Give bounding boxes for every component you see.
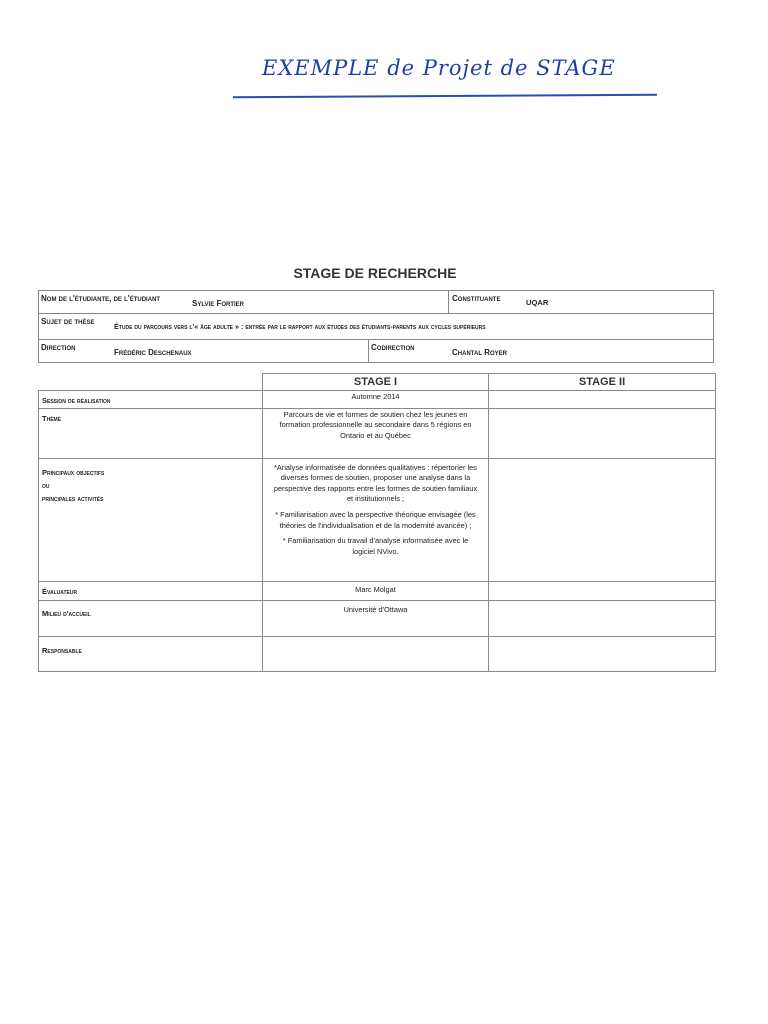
row-label-text: Principaux objectifs (42, 467, 105, 477)
header-col-divider (368, 339, 369, 363)
stage-2-theme-cell (489, 408, 716, 458)
cell-text: Automne 2014 (351, 392, 400, 401)
direction-value: Frédéric Deschenaux (114, 348, 192, 357)
table-row (39, 458, 716, 581)
stage-2-objectives-cell (489, 458, 716, 581)
stage-2-session-cell (489, 391, 716, 409)
row-label-host (39, 601, 263, 637)
stage-table-header-row (39, 374, 716, 391)
cell-text: Université d'Ottawa (343, 605, 408, 615)
student-name-value: Sylvie Fortier (192, 299, 245, 308)
row-label-text: Session de réalisation (42, 396, 111, 405)
table-row (39, 601, 716, 637)
constituency-label: Constituante (452, 294, 501, 303)
row-label-session (39, 391, 263, 409)
direction-label: Direction (41, 343, 76, 352)
document-title: STAGE DE RECHERCHE (293, 265, 457, 281)
stage-table (38, 373, 716, 672)
table-row (39, 637, 716, 672)
stage-1-host-cell (263, 601, 489, 637)
thesis-value: Étude du parcours vers l'« âge adulte » : entrée par le rapport aux études des étudiants-parents aux cycles supérieurs (114, 322, 486, 331)
row-label-evaluator (39, 581, 263, 601)
student-info-box (38, 290, 714, 363)
table-row (39, 581, 716, 601)
student-name-label: Nom de l'étudiante, de l'étudiant (41, 294, 161, 303)
row-label-text: Responsable (42, 646, 82, 656)
constituency-value: UQAR (526, 298, 549, 307)
stage-1-session-cell (263, 391, 489, 409)
stage-2-evaluator-cell (489, 581, 716, 601)
stage-2-responsible-cell (489, 637, 716, 672)
table-row (39, 391, 716, 409)
cell-text: *Analyse informatisée de données qualitatives : répertorier les diverses formes de soutien, proposer une analyse dans la perspective des rapports entre les formes de soutien familiaux et institutionnels ; (273, 462, 478, 504)
row-label-responsible (39, 637, 263, 672)
stage-1-responsible-cell (263, 637, 489, 672)
title-underline (233, 94, 657, 99)
header-row-divider (38, 339, 714, 340)
stage-2-host-cell (489, 601, 716, 637)
row-label-text: ou (42, 480, 50, 490)
header-col-divider (448, 290, 449, 313)
row-label-text: principales activités (42, 493, 104, 503)
stage-2-header: STAGE II (489, 374, 716, 391)
thesis-label: Sujet de thèse (41, 317, 95, 326)
row-label-text: Évaluateur (42, 586, 78, 596)
codirection-value: Chantal Royer (452, 348, 507, 357)
stage-1-theme-cell (263, 408, 489, 458)
header-blank-cell (39, 374, 263, 391)
row-label-text: Thème (42, 413, 62, 423)
cell-text: Parcours de vie et formes de soutien chez les jeunes en formation professionnelle au secondaire dans 5 régions en Ontario et au Québec (279, 409, 472, 440)
stage-1-objectives-cell (263, 458, 489, 581)
cell-text: * Familiarisation avec la perspective théorique envisagée (les théories de l'individualisation et de la modernité avancée) ; (275, 509, 476, 530)
row-label-text: Milieu d'accueil (42, 609, 91, 619)
cell-text: Marc Molgat (355, 584, 396, 594)
row-label-theme (39, 408, 263, 458)
header-row-divider (38, 313, 714, 314)
stage-1-evaluator-cell (263, 581, 489, 601)
codirection-label: Codirection (371, 343, 415, 352)
handwritten-title: EXEMPLE de Projet de STAGE (262, 56, 616, 80)
cell-text: * Familiarisation du travail d'analyse informatisée avec le logiciel NVivo. (282, 536, 469, 556)
stage-1-header: STAGE I (263, 374, 489, 391)
row-label-objectives (39, 458, 263, 581)
table-row (39, 408, 716, 458)
